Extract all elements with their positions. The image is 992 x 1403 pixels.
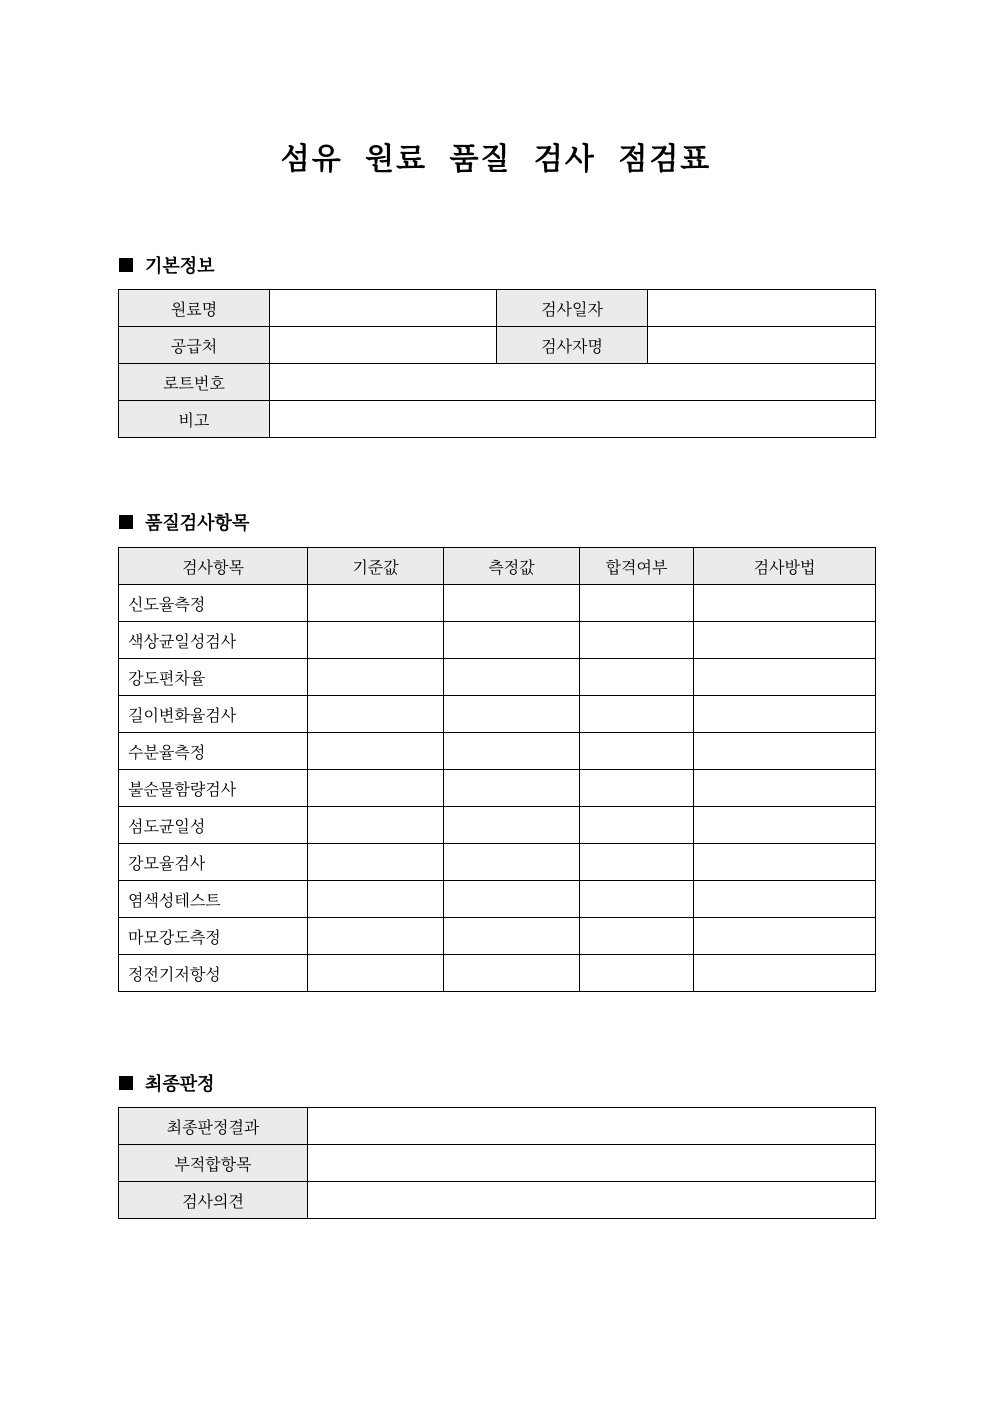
table-header-row [119, 548, 876, 585]
section-heading-final-judgment [119, 1071, 215, 1095]
table-row [119, 659, 876, 696]
pass-fail-field[interactable] [580, 918, 694, 955]
measured-value-field[interactable] [444, 733, 580, 770]
inspection-method-field[interactable] [694, 881, 876, 918]
inspection-method-field[interactable] [694, 844, 876, 881]
table-row [119, 770, 876, 807]
table-row [119, 327, 876, 364]
pass-fail-field[interactable] [580, 955, 694, 992]
inspection-method-field[interactable] [694, 955, 876, 992]
pass-fail-field[interactable] [580, 733, 694, 770]
table-row [119, 696, 876, 733]
table-row [119, 955, 876, 992]
standard-value-field[interactable] [308, 807, 444, 844]
item-name: 불순물함량검사 [119, 770, 308, 807]
black-square-icon [119, 258, 133, 272]
quality-items-table [118, 547, 876, 992]
column-header-measured: 측정값 [444, 548, 580, 585]
nonconforming-items-field[interactable] [308, 1145, 876, 1182]
inspection-method-field[interactable] [694, 585, 876, 622]
standard-value-field[interactable] [308, 622, 444, 659]
final-judgment-table [118, 1107, 876, 1219]
remarks-field[interactable] [270, 401, 876, 438]
document-title: 섬유 원료 품질 검사 점검표 [280, 142, 712, 177]
pass-fail-field[interactable] [580, 622, 694, 659]
section-title: 기본정보 [145, 256, 215, 277]
standard-value-field[interactable] [308, 918, 444, 955]
supplier-field[interactable] [270, 327, 497, 364]
pass-fail-field[interactable] [580, 844, 694, 881]
material-name-field[interactable] [270, 290, 497, 327]
inspection-method-field[interactable] [694, 659, 876, 696]
table-row [119, 401, 876, 438]
item-name: 강도편차율 [119, 659, 308, 696]
inspector-name-field[interactable] [648, 327, 876, 364]
item-name: 섬도균일성 [119, 807, 308, 844]
measured-value-field[interactable] [444, 844, 580, 881]
remarks-label: 비고 [119, 401, 270, 438]
item-name: 정전기저항성 [119, 955, 308, 992]
item-name: 길이변화율검사 [119, 696, 308, 733]
measured-value-field[interactable] [444, 622, 580, 659]
table-row [119, 622, 876, 659]
standard-value-field[interactable] [308, 881, 444, 918]
table-row [119, 1182, 876, 1219]
measured-value-field[interactable] [444, 918, 580, 955]
measured-value-field[interactable] [444, 696, 580, 733]
inspection-method-field[interactable] [694, 918, 876, 955]
measured-value-field[interactable] [444, 881, 580, 918]
table-row [119, 290, 876, 327]
pass-fail-field[interactable] [580, 585, 694, 622]
standard-value-field[interactable] [308, 733, 444, 770]
table-row [119, 844, 876, 881]
column-header-standard: 기준값 [308, 548, 444, 585]
inspection-method-field[interactable] [694, 770, 876, 807]
item-name: 수분율측정 [119, 733, 308, 770]
inspection-opinion-label: 검사의견 [119, 1182, 308, 1219]
black-square-icon [119, 1076, 133, 1090]
lot-number-field[interactable] [270, 364, 876, 401]
inspection-method-field[interactable] [694, 696, 876, 733]
table-row [119, 733, 876, 770]
table-row [119, 1108, 876, 1145]
table-row [119, 881, 876, 918]
standard-value-field[interactable] [308, 659, 444, 696]
black-square-icon [119, 515, 133, 529]
table-row [119, 807, 876, 844]
pass-fail-field[interactable] [580, 807, 694, 844]
item-name: 색상균일성검사 [119, 622, 308, 659]
pass-fail-field[interactable] [580, 881, 694, 918]
basic-info-table [118, 289, 876, 438]
section-heading-basic-info [119, 253, 215, 277]
pass-fail-field[interactable] [580, 770, 694, 807]
measured-value-field[interactable] [444, 955, 580, 992]
inspection-method-field[interactable] [694, 733, 876, 770]
pass-fail-field[interactable] [580, 659, 694, 696]
column-header-method: 검사방법 [694, 548, 876, 585]
section-title: 품질검사항목 [145, 513, 250, 534]
inspection-opinion-field[interactable] [308, 1182, 876, 1219]
measured-value-field[interactable] [444, 807, 580, 844]
inspection-method-field[interactable] [694, 622, 876, 659]
standard-value-field[interactable] [308, 770, 444, 807]
standard-value-field[interactable] [308, 955, 444, 992]
pass-fail-field[interactable] [580, 696, 694, 733]
item-name: 마모강도측정 [119, 918, 308, 955]
table-row [119, 918, 876, 955]
standard-value-field[interactable] [308, 585, 444, 622]
measured-value-field[interactable] [444, 659, 580, 696]
table-row [119, 364, 876, 401]
nonconforming-items-label: 부적합항목 [119, 1145, 308, 1182]
inspection-date-label: 검사일자 [497, 290, 648, 327]
table-row [119, 585, 876, 622]
standard-value-field[interactable] [308, 844, 444, 881]
section-title: 최종판정 [145, 1074, 215, 1095]
inspection-method-field[interactable] [694, 807, 876, 844]
item-name: 신도율측정 [119, 585, 308, 622]
supplier-label: 공급처 [119, 327, 270, 364]
material-name-label: 원료명 [119, 290, 270, 327]
final-result-label: 최종판정결과 [119, 1108, 308, 1145]
item-name: 강모율검사 [119, 844, 308, 881]
column-header-pass: 합격여부 [580, 548, 694, 585]
inspection-date-field[interactable] [648, 290, 876, 327]
lot-number-label: 로트번호 [119, 364, 270, 401]
table-row [119, 1145, 876, 1182]
column-header-item: 검사항목 [119, 548, 308, 585]
section-heading-quality-items [119, 510, 249, 534]
item-name: 염색성테스트 [119, 881, 308, 918]
measured-value-field[interactable] [444, 585, 580, 622]
final-result-field[interactable] [308, 1108, 876, 1145]
inspector-name-label: 검사자명 [497, 327, 648, 364]
measured-value-field[interactable] [444, 770, 580, 807]
standard-value-field[interactable] [308, 696, 444, 733]
